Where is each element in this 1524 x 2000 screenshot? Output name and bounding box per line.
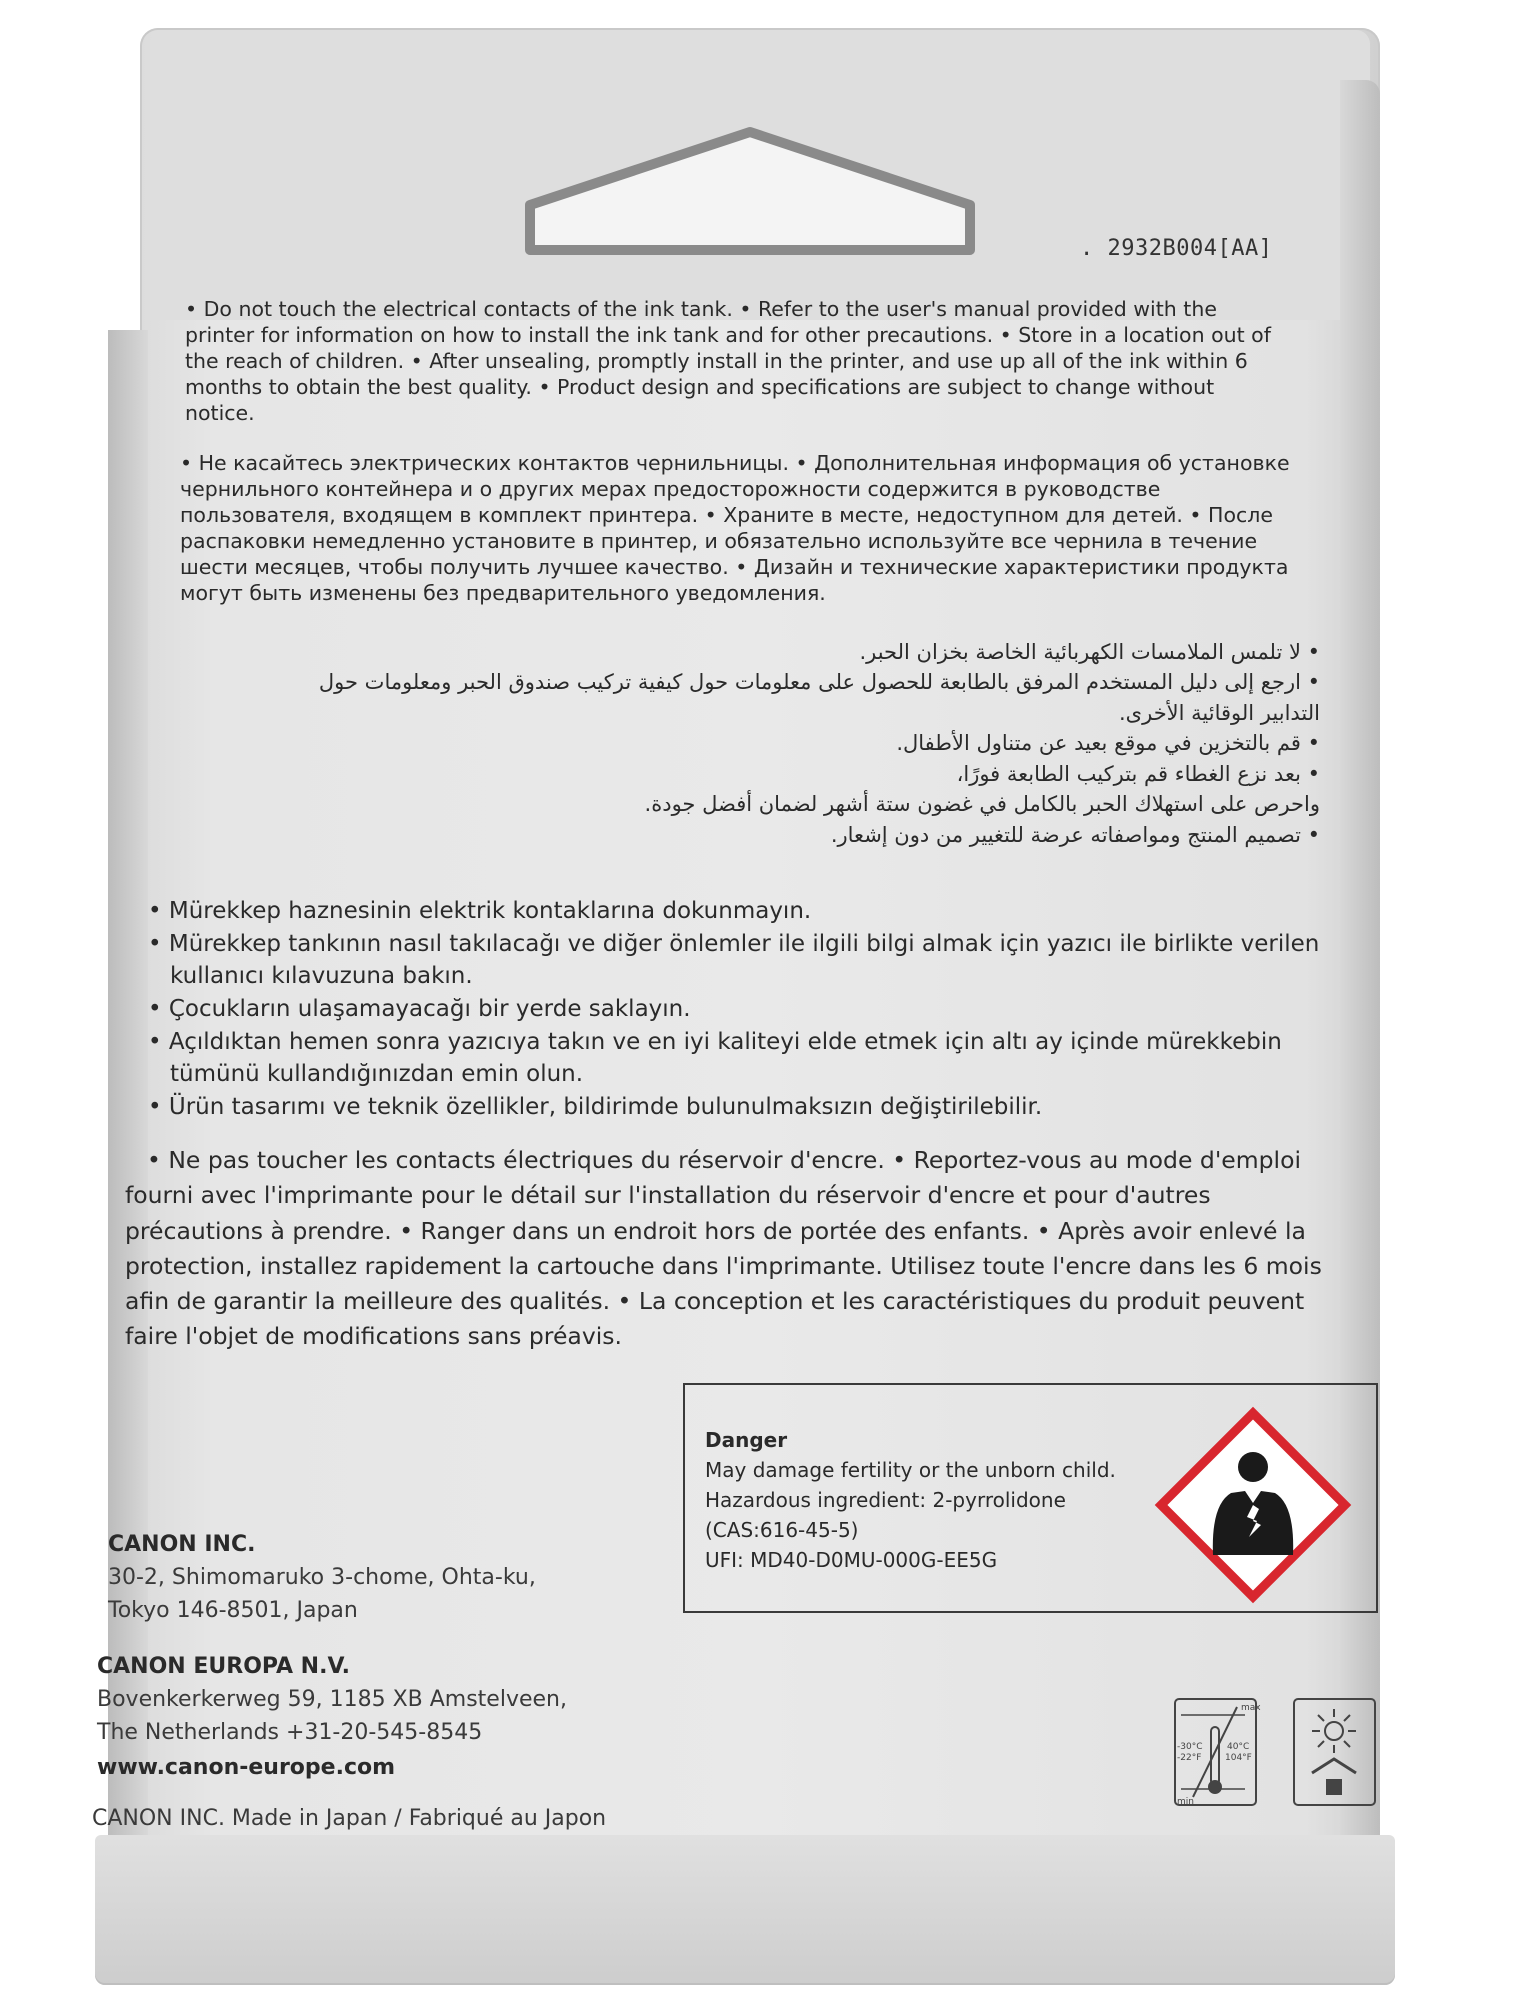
high-c: 40°C bbox=[1227, 1742, 1250, 1752]
made-in-label: CANON INC. Made in Japan / Fabriqué au Japon bbox=[92, 1806, 607, 1831]
arabic-line: التدابير الوقائية الأخرى. bbox=[1119, 700, 1320, 725]
turkish-line: • Ürün tasarımı ve teknik özellikler, bildirimde bulunulmaksızın değiştirilebilir. bbox=[148, 1093, 1043, 1120]
max-label: max bbox=[1241, 1703, 1261, 1713]
address-line: The Netherlands +31-20-545-8545 bbox=[97, 1720, 483, 1745]
hazardous-ingredient: Hazardous ingredient: 2-pyrrolidone bbox=[705, 1488, 1066, 1512]
canon-inc-address bbox=[108, 1528, 536, 1627]
address-line: Tokyo 146-8501, Japan bbox=[108, 1598, 358, 1623]
french-warnings: • Ne pas toucher les contacts électriques du réservoir d'encre. • Reportez-vous au mode d'emploi fourni avec l'imprimante pour le détail sur l'installation du réservoir d'encre et pour d'autres précautions à prendre. • Ranger dans un endroit hors de portée des enfants. • Après avoir enlevé la protection, installez rapidement la cartouche dans l'imprimante. Utilisez toute l'encre dans les 6 mois afin de garantir la meilleure des qualités. • La conception et les caractéristiques du produit peuvent faire l'objet de modifications sans préavis. bbox=[125, 1146, 1322, 1351]
arabic-line: • قم بالتخزين في موقع بعيد عن متناول الأطفال. bbox=[896, 731, 1320, 756]
low-c: -30°C bbox=[1177, 1742, 1203, 1752]
turkish-line: • Çocukların ulaşamayacağı bir yerde saklayın. bbox=[148, 995, 691, 1022]
min-label: min bbox=[1177, 1797, 1194, 1807]
package-side-edge bbox=[1340, 80, 1380, 1980]
low-f: -22°F bbox=[1177, 1753, 1202, 1763]
canon-europa-address bbox=[97, 1650, 567, 1749]
turkish-line: • Açıldıktan hemen sonra yazıcıya takın ve en iyi kaliteyi elde etmek için altı ay içinde mürekkebin tümünü kullandığınızdan emin olun. bbox=[148, 1028, 1282, 1088]
arabic-line: واحرص على استهلاك الحبر بالكامل في غضون ستة أشهر لضمان أفضل جودة. bbox=[644, 792, 1320, 817]
arabic-line: • بعد نزع الغطاء قم بتركيب الطابعة فورًا، bbox=[956, 761, 1320, 786]
danger-warning-box bbox=[683, 1383, 1378, 1613]
ufi-code: UFI: MD40-D0MU-000G-EE5G bbox=[705, 1548, 998, 1572]
company-name: CANON EUROPA N.V. bbox=[97, 1654, 350, 1679]
keep-away-from-sunlight-icon bbox=[1292, 1697, 1377, 1807]
website-url: www.canon-europe.com bbox=[97, 1755, 396, 1780]
danger-statement: May damage fertility or the unborn child. bbox=[705, 1458, 1116, 1482]
arabic-line: • تصميم المنتج ومواصفاته عرضة للتغيير من دون إشعار. bbox=[830, 822, 1320, 847]
arabic-warnings bbox=[190, 637, 1320, 850]
health-hazard-icon bbox=[1153, 1405, 1353, 1605]
english-warnings: • Do not touch the electrical contacts of the ink tank. • Refer to the user's manual provided with the printer for information on how to install the ink tank and for other precautions. • Store in a location out of the reach of children. • After unsealing, promptly install in the printer, and use up all of the ink within 6 months to obtain the best quality. • Product design and specifications are subject to change without notice. bbox=[185, 297, 1271, 426]
danger-title: Danger bbox=[705, 1428, 788, 1452]
package-bottom-lip bbox=[95, 1835, 1395, 1985]
address-line: Bovenkerkerweg 59, 1185 XB Amstelveen, bbox=[97, 1687, 567, 1712]
turkish-warnings bbox=[148, 895, 1328, 1124]
turkish-line: • Mürekkep tankının nasıl takılacağı ve diğer önlemler ile ilgili bilgi almak için yazıcı ile birlikte verilen kullanıcı kılavuzuna bakın. bbox=[148, 930, 1320, 990]
turkish-line: • Mürekkep haznesinin elektrik kontaklarına dokunmayın. bbox=[148, 898, 812, 924]
product-code: . 2932B004[AA] bbox=[1080, 236, 1273, 261]
russian-warnings: • Не касайтесь электрических контактов чернильницы. • Дополнительная информация об установке чернильного контейнера и о других мерах предосторожности содержится в руководстве пользователя, входящем в комплект принтера. • Храните в месте, недоступном для детей. • После распаковки немедленно установите в принтер, и обязательно используйте все чернила в течение шести месяцев, чтобы получить лучшее качество. • Дизайн и технические характеристики продукта могут быть изменены без предварительного уведомления. bbox=[180, 451, 1290, 606]
high-f: 104°F bbox=[1225, 1753, 1252, 1763]
cas-number: (CAS:616-45-5) bbox=[705, 1518, 859, 1542]
address-line: 30-2, Shimomaruko 3-chome, Ohta-ku, bbox=[108, 1565, 536, 1590]
arabic-line: • لا تلمس الملامسات الكهربائية الخاصة بخزان الحبر. bbox=[859, 640, 1320, 664]
arabic-line: • ارجع إلى دليل المستخدم المرفق بالطابعة للحصول على معلومات حول كيفية تركيب صندوق الحبر ومعلومات حول bbox=[318, 670, 1320, 695]
hang-tab-icon bbox=[520, 120, 980, 260]
company-name: CANON INC. bbox=[108, 1532, 256, 1557]
storage-temperature-icon bbox=[1173, 1697, 1261, 1807]
